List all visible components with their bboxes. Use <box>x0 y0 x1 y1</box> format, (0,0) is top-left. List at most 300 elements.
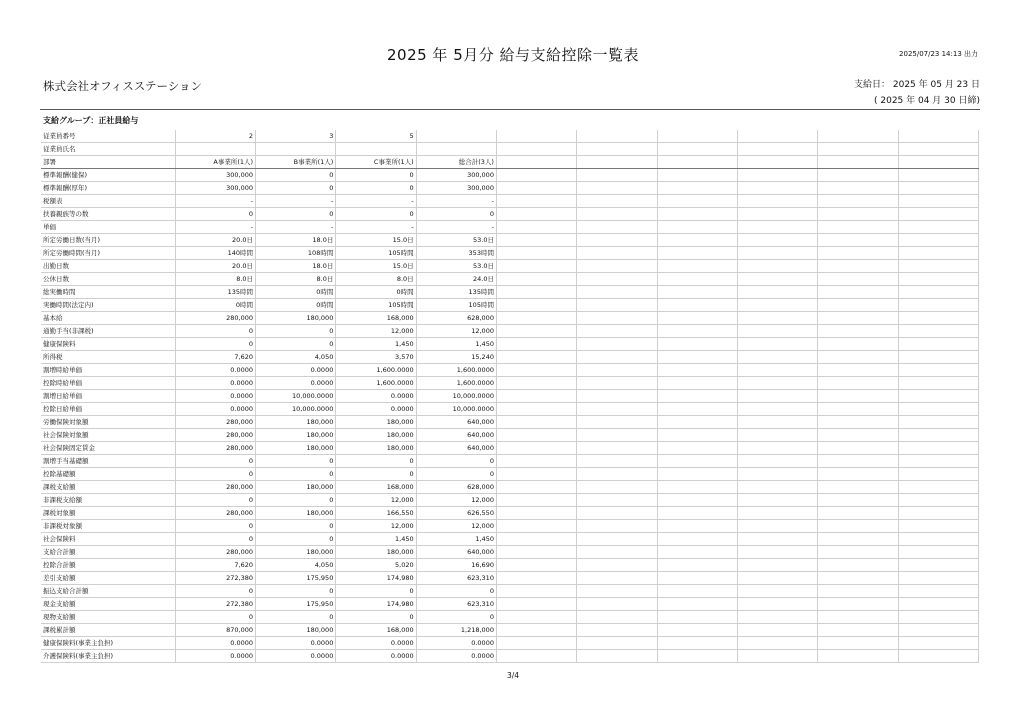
table-cell: 628,000 <box>416 312 496 325</box>
empty-cell <box>577 507 657 520</box>
empty-cell <box>898 299 978 312</box>
empty-cell <box>577 520 657 533</box>
empty-cell <box>577 260 657 273</box>
empty-cell <box>577 533 657 546</box>
empty-cell <box>898 442 978 455</box>
table-cell: 0 <box>256 533 336 546</box>
empty-cell <box>657 351 737 364</box>
empty-cell <box>737 533 817 546</box>
empty-cell <box>737 650 817 663</box>
table-cell: 0 <box>256 494 336 507</box>
table-cell: 7,620 <box>175 559 255 572</box>
table-cell: 180,000 <box>256 624 336 637</box>
table-cell: 0.0000 <box>175 403 255 416</box>
table-cell: 10,000.0000 <box>256 403 336 416</box>
empty-cell <box>577 611 657 624</box>
table-cell: 8.0日 <box>175 273 255 286</box>
table-row <box>41 481 979 494</box>
empty-cell <box>737 156 817 169</box>
payroll-table <box>41 130 979 663</box>
empty-cell <box>898 338 978 351</box>
empty-cell <box>657 390 737 403</box>
table-cell: 640,000 <box>416 429 496 442</box>
table-cell: 10,000.0000 <box>416 403 496 416</box>
table-row <box>41 390 979 403</box>
table-cell: 12,000 <box>336 325 416 338</box>
empty-cell <box>737 624 817 637</box>
table-cell: 0 <box>175 338 255 351</box>
empty-cell <box>898 637 978 650</box>
empty-cell <box>657 130 737 143</box>
row-label: 出勤日数 <box>41 260 175 273</box>
empty-cell <box>818 130 898 143</box>
empty-cell <box>737 403 817 416</box>
empty-cell <box>657 624 737 637</box>
empty-cell <box>496 325 576 338</box>
empty-cell <box>496 312 576 325</box>
empty-cell <box>657 247 737 260</box>
table-cell: 0 <box>175 208 255 221</box>
table-cell: 180,000 <box>336 546 416 559</box>
empty-cell <box>496 208 576 221</box>
table-cell: 0 <box>416 455 496 468</box>
header-divider <box>40 109 980 110</box>
empty-cell <box>577 364 657 377</box>
empty-cell <box>657 468 737 481</box>
empty-cell <box>818 650 898 663</box>
empty-cell <box>577 416 657 429</box>
empty-cell <box>898 182 978 195</box>
table-cell <box>416 143 496 156</box>
empty-cell <box>496 169 576 182</box>
empty-cell <box>818 416 898 429</box>
table-row <box>41 260 979 273</box>
empty-cell <box>898 364 978 377</box>
table-cell: 105時間 <box>336 299 416 312</box>
table-cell: C事業所(1人) <box>336 156 416 169</box>
empty-cell <box>737 611 817 624</box>
row-label: 支給合計額 <box>41 546 175 559</box>
table-cell: 135時間 <box>175 286 255 299</box>
empty-cell <box>818 221 898 234</box>
row-label: 控除時給単価 <box>41 377 175 390</box>
empty-cell <box>898 221 978 234</box>
table-cell: 640,000 <box>416 546 496 559</box>
empty-cell <box>496 494 576 507</box>
empty-cell <box>657 598 737 611</box>
empty-cell <box>577 325 657 338</box>
empty-cell <box>657 143 737 156</box>
table-cell: 272,380 <box>175 598 255 611</box>
empty-cell <box>657 156 737 169</box>
empty-cell <box>737 559 817 572</box>
empty-cell <box>496 247 576 260</box>
empty-cell <box>577 182 657 195</box>
table-cell: - <box>416 221 496 234</box>
empty-cell <box>657 312 737 325</box>
empty-cell <box>496 650 576 663</box>
table-cell <box>416 130 496 143</box>
table-cell: 626,550 <box>416 507 496 520</box>
empty-cell <box>657 273 737 286</box>
empty-cell <box>577 299 657 312</box>
row-label: 通勤手当(非課税) <box>41 325 175 338</box>
table-cell: 4,050 <box>256 559 336 572</box>
empty-cell <box>818 468 898 481</box>
table-row <box>41 494 979 507</box>
empty-cell <box>657 286 737 299</box>
table-row <box>41 364 979 377</box>
empty-cell <box>737 364 817 377</box>
table-row <box>41 650 979 663</box>
empty-cell <box>577 572 657 585</box>
table-cell: - <box>175 195 255 208</box>
empty-cell <box>737 247 817 260</box>
table-row <box>41 182 979 195</box>
table-cell: 53.0日 <box>416 234 496 247</box>
empty-cell <box>818 286 898 299</box>
empty-cell <box>737 546 817 559</box>
empty-cell <box>818 338 898 351</box>
row-label: 所得税 <box>41 351 175 364</box>
table-cell: 280,000 <box>175 312 255 325</box>
table-row <box>41 221 979 234</box>
empty-cell <box>657 455 737 468</box>
table-row <box>41 169 979 182</box>
empty-cell <box>577 559 657 572</box>
empty-cell <box>818 351 898 364</box>
table-cell: 0 <box>336 169 416 182</box>
empty-cell <box>496 520 576 533</box>
empty-cell <box>818 325 898 338</box>
table-cell: 0 <box>336 455 416 468</box>
table-cell: 1,600.0000 <box>416 364 496 377</box>
empty-cell <box>657 195 737 208</box>
row-label: 標準報酬(健保) <box>41 169 175 182</box>
empty-cell <box>898 403 978 416</box>
table-cell: 5,020 <box>336 559 416 572</box>
empty-cell <box>657 481 737 494</box>
row-label: 健康保険料(事業主負担) <box>41 637 175 650</box>
empty-cell <box>657 325 737 338</box>
row-label: 非課税支給額 <box>41 494 175 507</box>
empty-cell <box>657 572 737 585</box>
empty-cell <box>577 403 657 416</box>
empty-cell <box>898 260 978 273</box>
table-row <box>41 416 979 429</box>
table-cell: 0 <box>416 611 496 624</box>
table-cell: 3,570 <box>336 351 416 364</box>
row-label: 差引支給額 <box>41 572 175 585</box>
table-cell: 53.0日 <box>416 260 496 273</box>
table-cell: 0.0000 <box>336 390 416 403</box>
empty-cell <box>577 442 657 455</box>
empty-cell <box>898 208 978 221</box>
table-cell: 0.0000 <box>336 403 416 416</box>
empty-cell <box>818 299 898 312</box>
pay-date-block <box>854 77 980 109</box>
table-row <box>41 325 979 338</box>
empty-cell <box>818 390 898 403</box>
table-cell: 0 <box>175 468 255 481</box>
table-cell: 12,000 <box>416 520 496 533</box>
row-label: 所定労働時間(当月) <box>41 247 175 260</box>
table-cell: 0.0000 <box>256 364 336 377</box>
empty-cell <box>496 182 576 195</box>
empty-cell <box>657 299 737 312</box>
empty-cell <box>577 156 657 169</box>
empty-cell <box>577 143 657 156</box>
row-label: 実働時間(法定内) <box>41 299 175 312</box>
table-cell: 623,310 <box>416 572 496 585</box>
pay-date: 支給日： 2025 年 05 月 23 日 <box>854 80 980 90</box>
table-cell: 300,000 <box>416 169 496 182</box>
empty-cell <box>496 442 576 455</box>
empty-cell <box>496 611 576 624</box>
row-label: 扶養親族等の数 <box>41 208 175 221</box>
row-label: 単価 <box>41 221 175 234</box>
empty-cell <box>818 429 898 442</box>
table-cell: 272,380 <box>175 572 255 585</box>
table-cell: 0.0000 <box>336 637 416 650</box>
report-title: 2025 年 5月分 給与支給控除一覧表 <box>386 46 640 64</box>
empty-cell <box>818 455 898 468</box>
table-cell: 総合計(3人) <box>416 156 496 169</box>
table-cell: 24.0日 <box>416 273 496 286</box>
empty-cell <box>818 442 898 455</box>
table-cell: 0.0000 <box>256 637 336 650</box>
row-label: 標準報酬(厚年) <box>41 182 175 195</box>
empty-cell <box>898 390 978 403</box>
empty-cell <box>898 624 978 637</box>
empty-cell <box>737 507 817 520</box>
table-cell: 0.0000 <box>175 637 255 650</box>
empty-cell <box>898 650 978 663</box>
table-cell: 168,000 <box>336 624 416 637</box>
row-label: 割増時給単価 <box>41 364 175 377</box>
table-cell: 0 <box>256 325 336 338</box>
empty-cell <box>577 221 657 234</box>
empty-cell <box>737 325 817 338</box>
empty-cell <box>818 273 898 286</box>
table-cell: 166,550 <box>336 507 416 520</box>
table-cell: 0.0000 <box>416 637 496 650</box>
empty-cell <box>818 208 898 221</box>
table-cell: 18.0日 <box>256 234 336 247</box>
empty-cell <box>737 338 817 351</box>
empty-cell <box>818 585 898 598</box>
empty-cell <box>657 494 737 507</box>
empty-cell <box>496 286 576 299</box>
table-row <box>41 156 979 169</box>
empty-cell <box>737 468 817 481</box>
empty-cell <box>737 416 817 429</box>
table-row <box>41 208 979 221</box>
table-row <box>41 143 979 156</box>
empty-cell <box>577 273 657 286</box>
table-cell: 180,000 <box>256 442 336 455</box>
row-label: 現物支給額 <box>41 611 175 624</box>
empty-cell <box>818 195 898 208</box>
table-cell: 174,980 <box>336 572 416 585</box>
table-cell: 0 <box>256 520 336 533</box>
table-cell: 0 <box>175 533 255 546</box>
table-cell: 16,690 <box>416 559 496 572</box>
table-row <box>41 585 979 598</box>
table-cell: 0 <box>175 611 255 624</box>
empty-cell <box>496 403 576 416</box>
table-cell: 180,000 <box>256 312 336 325</box>
empty-cell <box>898 195 978 208</box>
empty-cell <box>898 156 978 169</box>
empty-cell <box>898 533 978 546</box>
row-label: 課税累計額 <box>41 624 175 637</box>
empty-cell <box>577 481 657 494</box>
empty-cell <box>898 169 978 182</box>
table-cell: - <box>416 195 496 208</box>
table-cell: 174,980 <box>336 598 416 611</box>
empty-cell <box>577 208 657 221</box>
empty-cell <box>657 533 737 546</box>
empty-cell <box>737 520 817 533</box>
table-cell: 0.0000 <box>175 650 255 663</box>
table-cell: 0時間 <box>175 299 255 312</box>
empty-cell <box>898 559 978 572</box>
empty-cell <box>898 611 978 624</box>
table-cell: 0 <box>336 182 416 195</box>
empty-cell <box>657 338 737 351</box>
table-row <box>41 429 979 442</box>
table-cell: 0.0000 <box>175 377 255 390</box>
table-cell: 0 <box>256 611 336 624</box>
empty-cell <box>818 182 898 195</box>
empty-cell <box>496 351 576 364</box>
table-row <box>41 442 979 455</box>
table-cell: 12,000 <box>336 520 416 533</box>
table-cell: 175,950 <box>256 598 336 611</box>
table-cell: - <box>336 221 416 234</box>
empty-cell <box>737 481 817 494</box>
empty-cell <box>577 585 657 598</box>
table-cell: 180,000 <box>336 442 416 455</box>
empty-cell <box>898 325 978 338</box>
table-row <box>41 403 979 416</box>
empty-cell <box>496 624 576 637</box>
table-cell: 640,000 <box>416 416 496 429</box>
empty-cell <box>577 650 657 663</box>
empty-cell <box>496 507 576 520</box>
table-row <box>41 130 979 143</box>
empty-cell <box>898 520 978 533</box>
table-cell: - <box>336 195 416 208</box>
empty-cell <box>737 494 817 507</box>
empty-cell <box>496 143 576 156</box>
empty-cell <box>577 429 657 442</box>
empty-cell <box>496 377 576 390</box>
table-row <box>41 351 979 364</box>
empty-cell <box>577 598 657 611</box>
row-label: 公休日数 <box>41 273 175 286</box>
empty-cell <box>898 507 978 520</box>
table-row <box>41 637 979 650</box>
table-cell: 8.0日 <box>256 273 336 286</box>
empty-cell <box>818 481 898 494</box>
empty-cell <box>737 130 817 143</box>
table-row <box>41 455 979 468</box>
table-cell: 0 <box>416 585 496 598</box>
empty-cell <box>737 572 817 585</box>
table-cell: 0 <box>336 208 416 221</box>
table-cell: - <box>256 195 336 208</box>
empty-cell <box>496 533 576 546</box>
table-cell: 168,000 <box>336 312 416 325</box>
table-cell: 1,600.0000 <box>336 377 416 390</box>
empty-cell <box>818 234 898 247</box>
table-cell: 0.0000 <box>416 650 496 663</box>
empty-cell <box>818 520 898 533</box>
table-cell: 18.0日 <box>256 260 336 273</box>
empty-cell <box>737 234 817 247</box>
empty-cell <box>496 429 576 442</box>
table-row <box>41 520 979 533</box>
empty-cell <box>577 130 657 143</box>
table-cell: 180,000 <box>256 546 336 559</box>
table-row <box>41 247 979 260</box>
empty-cell <box>577 351 657 364</box>
empty-cell <box>496 234 576 247</box>
empty-cell <box>737 182 817 195</box>
empty-cell <box>898 546 978 559</box>
table-cell: 180,000 <box>256 429 336 442</box>
empty-cell <box>657 169 737 182</box>
table-cell: 628,000 <box>416 481 496 494</box>
empty-cell <box>737 390 817 403</box>
table-cell: 640,000 <box>416 442 496 455</box>
empty-cell <box>657 546 737 559</box>
table-cell: - <box>256 221 336 234</box>
empty-cell <box>898 247 978 260</box>
empty-cell <box>818 312 898 325</box>
row-label: 部署 <box>41 156 175 169</box>
row-label: 所定労働日数(当月) <box>41 234 175 247</box>
empty-cell <box>496 455 576 468</box>
empty-cell <box>577 195 657 208</box>
empty-cell <box>577 247 657 260</box>
row-label: 控除日給単価 <box>41 403 175 416</box>
empty-cell <box>496 559 576 572</box>
empty-cell <box>737 286 817 299</box>
row-label: 割増手当基礎額 <box>41 455 175 468</box>
empty-cell <box>737 299 817 312</box>
row-label: 振込支給合計額 <box>41 585 175 598</box>
table-cell: 1,450 <box>336 533 416 546</box>
table-row <box>41 312 979 325</box>
empty-cell <box>657 221 737 234</box>
empty-cell <box>737 208 817 221</box>
empty-cell <box>737 442 817 455</box>
table-cell: 0 <box>256 208 336 221</box>
empty-cell <box>496 299 576 312</box>
table-cell <box>256 143 336 156</box>
empty-cell <box>818 637 898 650</box>
table-cell: 135時間 <box>416 286 496 299</box>
table-cell: 353時間 <box>416 247 496 260</box>
table-row <box>41 338 979 351</box>
empty-cell <box>577 312 657 325</box>
empty-cell <box>737 455 817 468</box>
table-row <box>41 611 979 624</box>
table-cell: 0 <box>175 520 255 533</box>
